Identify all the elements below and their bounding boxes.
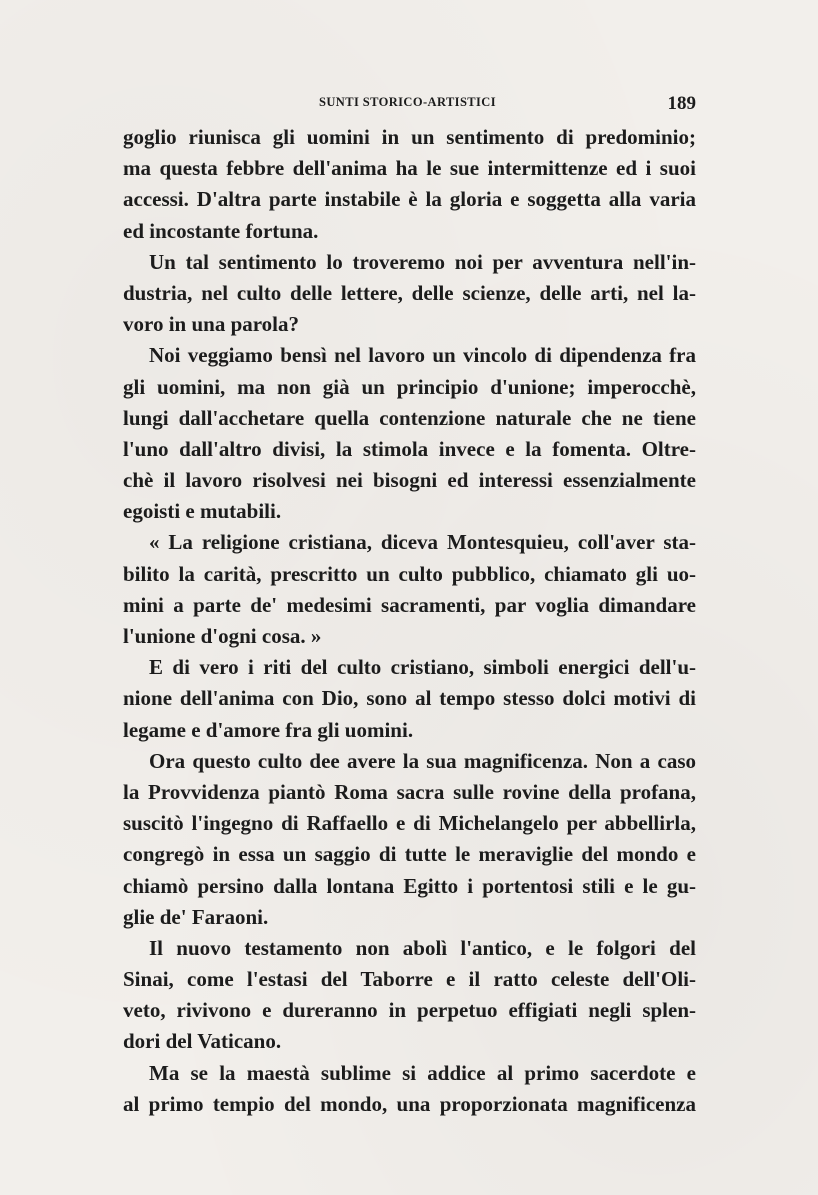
text-line: lungi dall'acchetare quella contenzione naturale che ne tiene <box>123 405 696 430</box>
text-line: glie de' Faraoni. <box>123 904 269 929</box>
text-line: suscitò l'ingegno di Raffaello e di Michelangelo per abbellirla, <box>123 811 696 836</box>
text-line: E di vero i riti del culto cristiano, simboli energici dell'u- <box>149 655 696 680</box>
page-number: 189 <box>667 93 696 114</box>
text-line: chiamò persino dalla lontana Egitto i portentosi stili e le gu- <box>123 873 696 898</box>
text-line: Ma se la maestà sublime si addice al primo sacerdote e <box>149 1060 696 1085</box>
text-line: congregò in essa un saggio di tutte le meraviglie del mondo e <box>123 842 696 867</box>
text-line: voro in una parola? <box>123 312 300 337</box>
text-line: Il nuovo testamento non abolì l'antico, e le folgori del <box>149 935 696 960</box>
text-line: egoisti e mutabili. <box>123 499 282 524</box>
text-line: dustria, nel culto delle lettere, delle scienze, delle arti, nel la- <box>123 280 696 305</box>
text-line: Un tal sentimento lo troveremo noi per avventura nell'in- <box>149 249 696 274</box>
text-line: la Provvidenza piantò Roma sacra sulle rovine della profana, <box>123 779 696 804</box>
running-title: SUNTI STORICO-ARTISTICI <box>319 95 496 109</box>
text-line: Ora questo culto dee avere la sua magnificenza. Non a caso <box>149 748 696 773</box>
text-line: dori del Vaticano. <box>123 1029 282 1054</box>
text-line: Noi veggiamo bensì nel lavoro un vincolo di dipendenza fra <box>149 343 696 368</box>
page-header <box>123 93 696 115</box>
text-line: mini a parte de' medesimi sacramenti, par voglia dimandare <box>123 592 696 617</box>
text-line: nione dell'anima con Dio, sono al tempo stesso dolci motivi di <box>123 686 696 711</box>
text-line: ma questa febbre dell'anima ha le sue intermittenze ed i suoi <box>123 156 696 181</box>
text-line: bilito la carità, prescritto un culto pubblico, chiamato gli uo- <box>123 561 696 586</box>
text-line: accessi. D'altra parte instabile è la gloria e soggetta alla varia <box>123 187 696 212</box>
text-line: ed incostante fortuna. <box>123 218 319 243</box>
text-line: gli uomini, ma non già un principio d'unione; imperocchè, <box>123 374 696 399</box>
text-line: chè il lavoro risolvesi nei bisogni ed interessi essenzialmente <box>123 468 696 493</box>
text-line: veto, rivivono e dureranno in perpetuo effigiati negli splen- <box>123 998 696 1023</box>
text-line: legame e d'amore fra gli uomini. <box>123 717 414 742</box>
text-line: goglio riunisca gli uomini in un sentimento di predominio; <box>123 125 696 149</box>
text-line: Sinai, come l'estasi del Taborre e il ratto celeste dell'Oli- <box>123 967 696 992</box>
text-line: al primo tempio del mondo, una proporzionata magnificenza <box>123 1091 696 1116</box>
text-line: « La religione cristiana, diceva Montesquieu, coll'aver sta- <box>149 530 696 555</box>
text-line: l'unione d'ogni cosa. » <box>123 624 322 648</box>
text-line: l'uno dall'altro divisi, la stimola invece e la fomenta. Oltre- <box>123 436 696 461</box>
body-text <box>123 122 696 1120</box>
